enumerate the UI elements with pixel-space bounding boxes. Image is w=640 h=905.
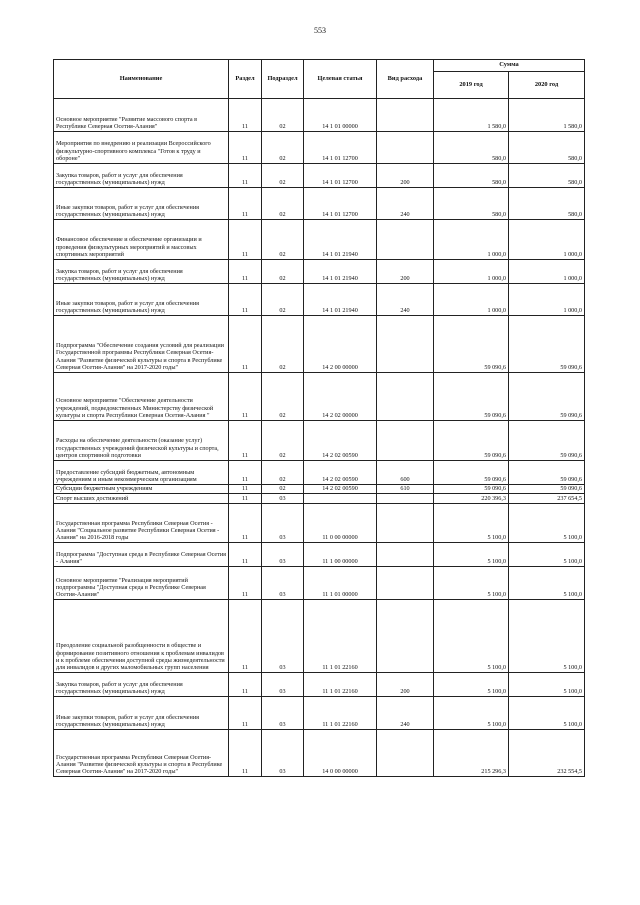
row-name-cell: Субсидии бюджетным учреждениям xyxy=(54,485,229,494)
row-name-cell: Подпрограмма "Обеспечение создания условий для реализации Государственной программы Республики Северная Осетия-Алания "Развитие физической культуры и спорта в Республике Северная Осетия-Алания" на 2017-2020 годы" xyxy=(54,316,229,373)
budget-table xyxy=(53,59,585,777)
row-2020-cell: 5 100,0 xyxy=(509,697,585,730)
row-target-cell: 14 2 02 00000 xyxy=(304,373,377,421)
row-2020-cell: 5 100,0 xyxy=(509,600,585,673)
row-section-cell: 11 xyxy=(229,730,262,777)
row-2019-cell: 5 100,0 xyxy=(434,673,509,697)
row-section-cell: 11 xyxy=(229,260,262,284)
row-expense-cell xyxy=(377,600,434,673)
row-target-cell: 11 1 01 22160 xyxy=(304,673,377,697)
row-section-cell: 11 xyxy=(229,132,262,164)
row-target-cell xyxy=(304,494,377,504)
row-2019-cell: 580,0 xyxy=(434,188,509,220)
row-section-cell: 11 xyxy=(229,485,262,494)
row-subsection-cell: 02 xyxy=(262,164,304,188)
row-section-cell: 11 xyxy=(229,461,262,485)
row-subsection-cell: 02 xyxy=(262,284,304,316)
row-section-cell: 11 xyxy=(229,164,262,188)
header-name: Наименование xyxy=(54,60,229,99)
row-2020-cell: 5 100,0 xyxy=(509,673,585,697)
row-2020-cell: 232 554,5 xyxy=(509,730,585,777)
row-target-cell: 14 2 02 00590 xyxy=(304,485,377,494)
row-target-cell: 14 1 01 21940 xyxy=(304,284,377,316)
row-name-cell: Финансовое обеспечение и обеспечение организации и проведения физкультурных мероприятий и массовых спортивных мероприятий xyxy=(54,220,229,260)
row-expense-cell: 200 xyxy=(377,164,434,188)
row-subsection-cell: 02 xyxy=(262,188,304,220)
row-name-cell: Предоставление субсидий бюджетным, автономным учреждениям и иным некоммерческим организациям xyxy=(54,461,229,485)
row-2020-cell: 59 090,6 xyxy=(509,316,585,373)
row-2019-cell: 220 396,3 xyxy=(434,494,509,504)
row-expense-cell xyxy=(377,730,434,777)
row-subsection-cell: 03 xyxy=(262,697,304,730)
row-expense-cell: 240 xyxy=(377,284,434,316)
table-row xyxy=(54,504,585,543)
row-expense-cell: 610 xyxy=(377,485,434,494)
row-subsection-cell: 02 xyxy=(262,421,304,461)
row-section-cell: 11 xyxy=(229,99,262,132)
row-section-cell: 11 xyxy=(229,188,262,220)
table-row xyxy=(54,164,585,188)
header-expense: Вид расхода xyxy=(377,60,434,99)
row-section-cell: 11 xyxy=(229,673,262,697)
row-section-cell: 11 xyxy=(229,543,262,567)
row-target-cell: 11 1 01 00000 xyxy=(304,567,377,600)
row-2019-cell: 59 090,6 xyxy=(434,373,509,421)
row-name-cell: Основное мероприятие "Обеспечение деятельности учреждений, подведомственных Министерству физической культуры и спорта Республики Северная Осетия-Алания " xyxy=(54,373,229,421)
row-section-cell: 11 xyxy=(229,373,262,421)
table-row xyxy=(54,260,585,284)
row-target-cell: 11 0 00 00000 xyxy=(304,504,377,543)
row-2020-cell: 580,0 xyxy=(509,188,585,220)
row-subsection-cell: 02 xyxy=(262,260,304,284)
row-subsection-cell: 02 xyxy=(262,316,304,373)
row-name-cell: Иные закупки товаров, работ и услуг для обеспечения государственных (муниципальных) нужд xyxy=(54,697,229,730)
table-row xyxy=(54,99,585,132)
row-2019-cell: 5 100,0 xyxy=(434,543,509,567)
table-row xyxy=(54,543,585,567)
row-2020-cell: 5 100,0 xyxy=(509,543,585,567)
row-target-cell: 14 1 01 21940 xyxy=(304,220,377,260)
table-row xyxy=(54,730,585,777)
row-subsection-cell: 02 xyxy=(262,220,304,260)
table-body xyxy=(54,99,585,777)
row-2019-cell: 59 090,6 xyxy=(434,421,509,461)
row-2020-cell: 5 100,0 xyxy=(509,567,585,600)
row-name-cell: Государственная программа Республики Северная Осетия-Алания "Развитие физической культуры и спорта в Республике Северная Осетия-Алания" на 2017-2020 годы" xyxy=(54,730,229,777)
row-2020-cell: 1 000,0 xyxy=(509,220,585,260)
row-subsection-cell: 02 xyxy=(262,132,304,164)
row-name-cell: Закупка товаров, работ и услуг для обеспечения государственных (муниципальных) нужд xyxy=(54,673,229,697)
page-number: 553 xyxy=(314,26,326,35)
row-2019-cell: 215 296,3 xyxy=(434,730,509,777)
row-name-cell: Расходы на обеспечение деятельности (оказание услуг) государственных учреждений физической культуры и спорта, центров спортивной подготовки xyxy=(54,421,229,461)
row-expense-cell: 240 xyxy=(377,697,434,730)
row-subsection-cell: 02 xyxy=(262,99,304,132)
row-subsection-cell: 03 xyxy=(262,504,304,543)
row-2020-cell: 1 000,0 xyxy=(509,260,585,284)
row-name-cell: Спорт высших достижений xyxy=(54,494,229,504)
row-expense-cell: 600 xyxy=(377,461,434,485)
row-subsection-cell: 02 xyxy=(262,485,304,494)
table-row xyxy=(54,132,585,164)
row-target-cell: 11 1 00 00000 xyxy=(304,543,377,567)
row-section-cell: 11 xyxy=(229,220,262,260)
row-subsection-cell: 03 xyxy=(262,730,304,777)
row-2020-cell: 580,0 xyxy=(509,164,585,188)
row-2020-cell: 237 654,5 xyxy=(509,494,585,504)
row-name-cell: Основное мероприятие "Реализация мероприятий подпрограммы "Доступная среда в Республике Северная Осетия-Алания" xyxy=(54,567,229,600)
row-2019-cell: 5 100,0 xyxy=(434,504,509,543)
row-section-cell: 11 xyxy=(229,284,262,316)
row-name-cell: Подпрограмма "Доступная среда в Республике Северная Осетия - Алания" xyxy=(54,543,229,567)
row-section-cell: 11 xyxy=(229,697,262,730)
table-row xyxy=(54,461,585,485)
header-sum: Сумма xyxy=(434,60,585,72)
row-2019-cell: 59 090,6 xyxy=(434,461,509,485)
table-row xyxy=(54,485,585,494)
table-row xyxy=(54,673,585,697)
row-2020-cell: 5 100,0 xyxy=(509,504,585,543)
row-subsection-cell: 03 xyxy=(262,600,304,673)
row-section-cell: 11 xyxy=(229,316,262,373)
row-2019-cell: 5 100,0 xyxy=(434,600,509,673)
row-2020-cell: 580,0 xyxy=(509,132,585,164)
row-2019-cell: 580,0 xyxy=(434,132,509,164)
row-2019-cell: 1 000,0 xyxy=(434,260,509,284)
row-target-cell: 11 1 01 22160 xyxy=(304,600,377,673)
row-name-cell: Основное мероприятие "Развитие массового спорта в Республике Северная Осетия-Алания" xyxy=(54,99,229,132)
table-row xyxy=(54,373,585,421)
header-2019: 2019 год xyxy=(434,72,509,99)
row-target-cell: 11 1 01 22160 xyxy=(304,697,377,730)
row-subsection-cell: 02 xyxy=(262,373,304,421)
row-target-cell: 14 2 02 00590 xyxy=(304,421,377,461)
row-expense-cell xyxy=(377,421,434,461)
row-name-cell: Преодоление социальной разобщенности в обществе и формирование позитивного отношения к проблемам инвалидов и к проблеме обеспечения доступной среды жизнедеятельности для инвалидов и других маломобильных групп населения xyxy=(54,600,229,673)
row-expense-cell xyxy=(377,99,434,132)
row-expense-cell xyxy=(377,132,434,164)
row-name-cell: Государственная программа Республики Северная Осетия - Алания "Социальное развитие Республики Северная Осетия - Алания" на 2016-2018 годы xyxy=(54,504,229,543)
table-row xyxy=(54,600,585,673)
table-row xyxy=(54,697,585,730)
table-row xyxy=(54,421,585,461)
row-2020-cell: 59 090,6 xyxy=(509,421,585,461)
row-section-cell: 11 xyxy=(229,504,262,543)
row-expense-cell xyxy=(377,504,434,543)
row-target-cell: 14 1 01 12700 xyxy=(304,188,377,220)
row-2020-cell: 59 090,6 xyxy=(509,373,585,421)
row-name-cell: Закупка товаров, работ и услуг для обеспечения государственных (муниципальных) нужд xyxy=(54,164,229,188)
row-2019-cell: 5 100,0 xyxy=(434,567,509,600)
row-2019-cell: 59 090,6 xyxy=(434,316,509,373)
row-expense-cell: 240 xyxy=(377,188,434,220)
row-target-cell: 14 0 00 00000 xyxy=(304,730,377,777)
row-expense-cell xyxy=(377,373,434,421)
table-header xyxy=(54,60,585,99)
row-2019-cell: 1 000,0 xyxy=(434,220,509,260)
table-row xyxy=(54,220,585,260)
row-name-cell: Закупка товаров, работ и услуг для обеспечения государственных (муниципальных) нужд xyxy=(54,260,229,284)
row-2019-cell: 59 090,6 xyxy=(434,485,509,494)
table-row xyxy=(54,284,585,316)
header-2020: 2020 год xyxy=(509,72,585,99)
row-target-cell: 14 2 00 00000 xyxy=(304,316,377,373)
row-target-cell: 14 1 01 00000 xyxy=(304,99,377,132)
row-2019-cell: 580,0 xyxy=(434,164,509,188)
row-expense-cell xyxy=(377,316,434,373)
row-section-cell: 11 xyxy=(229,567,262,600)
row-target-cell: 14 2 02 00590 xyxy=(304,461,377,485)
row-2020-cell: 1 580,0 xyxy=(509,99,585,132)
row-subsection-cell: 03 xyxy=(262,494,304,504)
row-subsection-cell: 03 xyxy=(262,567,304,600)
row-name-cell: Иные закупки товаров, работ и услуг для обеспечения государственных (муниципальных) нужд xyxy=(54,284,229,316)
table-row xyxy=(54,567,585,600)
row-subsection-cell: 03 xyxy=(262,673,304,697)
row-name-cell: Мероприятия по внедрению и реализации Всероссийского физкультурно-спортивного комплекса "Готов к труду и обороне" xyxy=(54,132,229,164)
row-2019-cell: 5 100,0 xyxy=(434,697,509,730)
row-2020-cell: 1 000,0 xyxy=(509,284,585,316)
row-section-cell: 11 xyxy=(229,421,262,461)
table-row xyxy=(54,188,585,220)
row-2020-cell: 59 090,6 xyxy=(509,461,585,485)
row-target-cell: 14 1 01 21940 xyxy=(304,260,377,284)
row-name-cell: Иные закупки товаров, работ и услуг для обеспечения государственных (муниципальных) нужд xyxy=(54,188,229,220)
row-expense-cell: 200 xyxy=(377,673,434,697)
row-target-cell: 14 1 01 12700 xyxy=(304,132,377,164)
row-expense-cell: 200 xyxy=(377,260,434,284)
header-target: Целевая статья xyxy=(304,60,377,99)
row-section-cell: 11 xyxy=(229,494,262,504)
row-section-cell: 11 xyxy=(229,600,262,673)
row-2019-cell: 1 580,0 xyxy=(434,99,509,132)
row-target-cell: 14 1 01 12700 xyxy=(304,164,377,188)
header-subsection: Подраздел xyxy=(262,60,304,99)
header-section: Раздел xyxy=(229,60,262,99)
row-expense-cell xyxy=(377,494,434,504)
row-expense-cell xyxy=(377,543,434,567)
row-expense-cell xyxy=(377,220,434,260)
table-row xyxy=(54,316,585,373)
table-row xyxy=(54,494,585,504)
row-subsection-cell: 03 xyxy=(262,543,304,567)
row-subsection-cell: 02 xyxy=(262,461,304,485)
row-2019-cell: 1 000,0 xyxy=(434,284,509,316)
row-2020-cell: 59 090,6 xyxy=(509,485,585,494)
row-expense-cell xyxy=(377,567,434,600)
